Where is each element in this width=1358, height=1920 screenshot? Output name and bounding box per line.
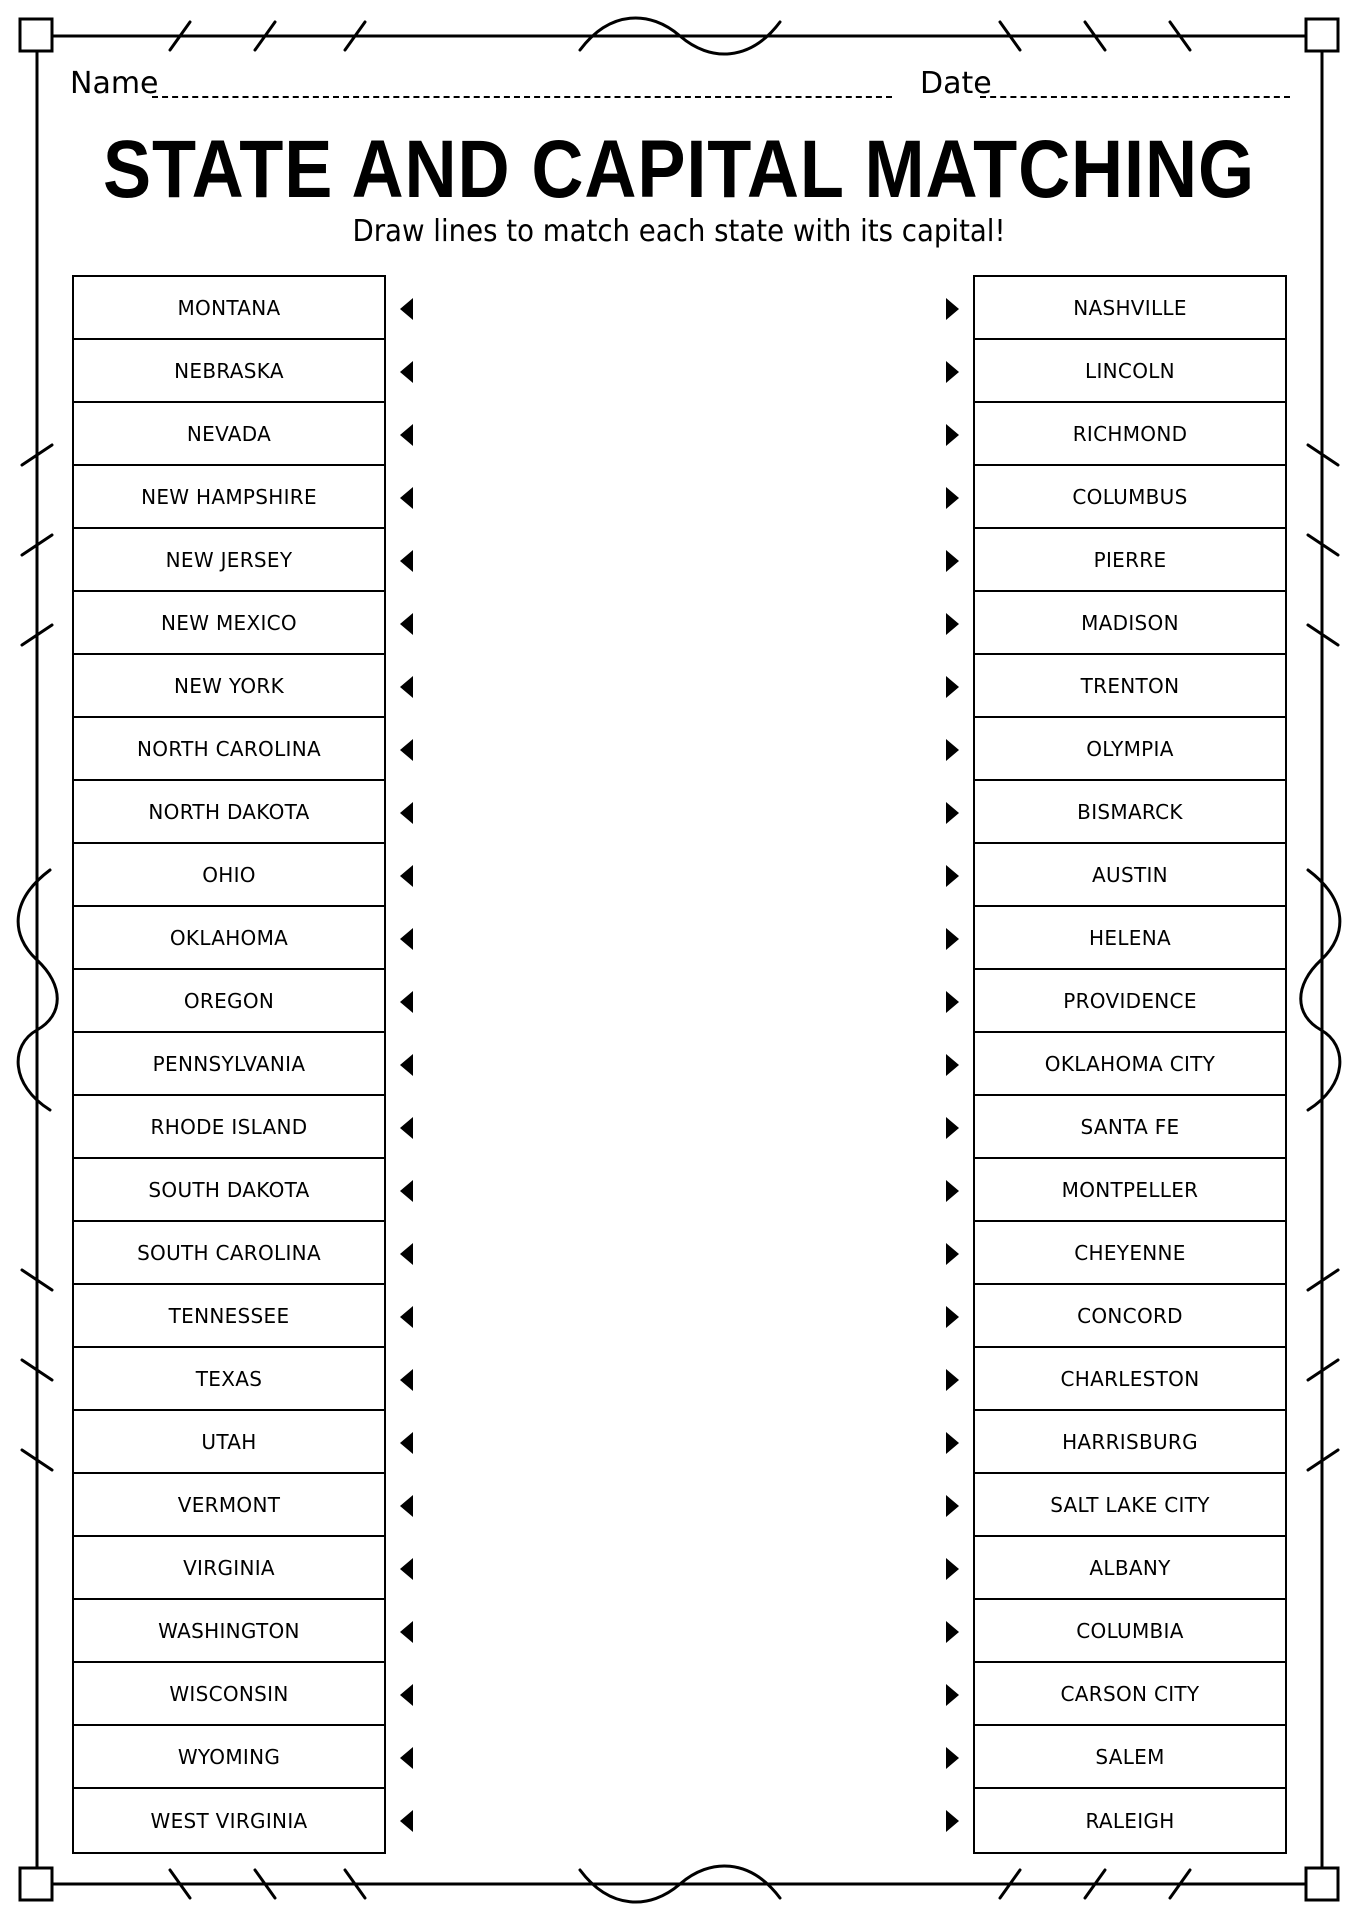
- state-cell: MONTANA: [74, 277, 384, 340]
- state-arrow-icon[interactable]: [400, 1432, 413, 1454]
- state-cell: NEW MEXICO: [74, 592, 384, 655]
- state-arrow-icon[interactable]: [400, 298, 413, 320]
- states-column: [72, 275, 386, 1854]
- capital-arrow-icon[interactable]: [946, 361, 959, 383]
- state-cell: WASHINGTON: [74, 1600, 384, 1663]
- capital-cell: CARSON CITY: [975, 1663, 1285, 1726]
- state-arrow-icon[interactable]: [400, 1054, 413, 1076]
- date-blank-line[interactable]: [980, 96, 1290, 98]
- capital-arrow-icon[interactable]: [946, 1117, 959, 1139]
- capital-arrow-icon[interactable]: [946, 802, 959, 824]
- state-arrow-icon[interactable]: [400, 739, 413, 761]
- state-cell: OREGON: [74, 970, 384, 1033]
- state-cell: OKLAHOMA: [74, 907, 384, 970]
- capital-cell: PIERRE: [975, 529, 1285, 592]
- state-cell: TENNESSEE: [74, 1285, 384, 1348]
- capital-cell: COLUMBIA: [975, 1600, 1285, 1663]
- state-cell: UTAH: [74, 1411, 384, 1474]
- state-cell: TEXAS: [74, 1348, 384, 1411]
- state-arrow-icon[interactable]: [400, 1747, 413, 1769]
- capitals-column: [973, 275, 1287, 1854]
- page-title: STATE AND CAPITAL MATCHING: [103, 124, 1255, 215]
- capital-cell: ALBANY: [975, 1537, 1285, 1600]
- capital-cell: MONTPELLER: [975, 1159, 1285, 1222]
- capital-cell: TRENTON: [975, 655, 1285, 718]
- state-arrow-icon[interactable]: [400, 1558, 413, 1580]
- capital-cell: MADISON: [975, 592, 1285, 655]
- capital-arrow-icon[interactable]: [946, 1621, 959, 1643]
- capital-cell: OLYMPIA: [975, 718, 1285, 781]
- state-cell: NORTH DAKOTA: [74, 781, 384, 844]
- capital-arrow-icon[interactable]: [946, 1747, 959, 1769]
- capital-cell: CONCORD: [975, 1285, 1285, 1348]
- state-arrow-icon[interactable]: [400, 1369, 413, 1391]
- state-arrow-icon[interactable]: [400, 613, 413, 635]
- capital-arrow-icon[interactable]: [946, 1306, 959, 1328]
- capital-arrow-icon[interactable]: [946, 928, 959, 950]
- state-arrow-icon[interactable]: [400, 424, 413, 446]
- state-arrow-icon[interactable]: [400, 1117, 413, 1139]
- state-arrow-icon[interactable]: [400, 1243, 413, 1265]
- name-label: Name: [70, 66, 159, 101]
- state-cell: SOUTH DAKOTA: [74, 1159, 384, 1222]
- capital-cell: SALEM: [975, 1726, 1285, 1789]
- state-arrow-icon[interactable]: [400, 1495, 413, 1517]
- state-arrow-icon[interactable]: [400, 928, 413, 950]
- capital-arrow-icon[interactable]: [946, 739, 959, 761]
- capital-arrow-icon[interactable]: [946, 424, 959, 446]
- name-blank-line[interactable]: [152, 96, 892, 98]
- capital-cell: RALEIGH: [1085, 1808, 1175, 1833]
- capital-cell: LINCOLN: [975, 340, 1285, 403]
- capital-arrow-icon[interactable]: [946, 1432, 959, 1454]
- state-cell: OHIO: [74, 844, 384, 907]
- capital-arrow-icon[interactable]: [946, 1180, 959, 1202]
- capital-cell: AUSTIN: [975, 844, 1285, 907]
- state-arrow-icon[interactable]: [400, 487, 413, 509]
- state-cell: WEST VIRGINIA: [150, 1808, 308, 1833]
- state-arrow-icon[interactable]: [400, 1621, 413, 1643]
- state-arrow-icon[interactable]: [400, 1180, 413, 1202]
- state-arrow-icon[interactable]: [400, 802, 413, 824]
- state-cell: NEVADA: [74, 403, 384, 466]
- capital-cell: RICHMOND: [975, 403, 1285, 466]
- state-arrow-icon[interactable]: [400, 865, 413, 887]
- capital-arrow-icon[interactable]: [946, 1810, 959, 1832]
- capital-arrow-icon[interactable]: [946, 1684, 959, 1706]
- capital-arrow-icon[interactable]: [946, 1558, 959, 1580]
- capital-arrow-icon[interactable]: [946, 1369, 959, 1391]
- date-label: Date: [920, 66, 992, 101]
- state-cell: VERMONT: [74, 1474, 384, 1537]
- state-arrow-icon[interactable]: [400, 1810, 413, 1832]
- state-arrow-icon[interactable]: [400, 361, 413, 383]
- capital-arrow-icon[interactable]: [946, 550, 959, 572]
- instructions: Draw lines to match each state with its capital!: [352, 214, 1006, 249]
- state-cell: VIRGINIA: [74, 1537, 384, 1600]
- state-cell: WISCONSIN: [74, 1663, 384, 1726]
- capital-arrow-icon[interactable]: [946, 1243, 959, 1265]
- capital-cell: OKLAHOMA CITY: [975, 1033, 1285, 1096]
- state-cell: PENNSYLVANIA: [74, 1033, 384, 1096]
- capital-cell: PROVIDENCE: [975, 970, 1285, 1033]
- capital-cell: COLUMBUS: [975, 466, 1285, 529]
- capital-arrow-icon[interactable]: [946, 1495, 959, 1517]
- state-cell: WYOMING: [74, 1726, 384, 1789]
- capital-arrow-icon[interactable]: [946, 991, 959, 1013]
- state-arrow-icon[interactable]: [400, 1684, 413, 1706]
- state-arrow-icon[interactable]: [400, 991, 413, 1013]
- capital-arrow-icon[interactable]: [946, 676, 959, 698]
- state-cell: NEW YORK: [74, 655, 384, 718]
- capital-cell: SALT LAKE CITY: [975, 1474, 1285, 1537]
- state-cell: SOUTH CAROLINA: [74, 1222, 384, 1285]
- state-cell: NEW JERSEY: [74, 529, 384, 592]
- capital-arrow-icon[interactable]: [946, 298, 959, 320]
- state-cell: NEBRASKA: [74, 340, 384, 403]
- capital-arrow-icon[interactable]: [946, 865, 959, 887]
- capital-cell: CHARLESTON: [975, 1348, 1285, 1411]
- state-cell: RHODE ISLAND: [74, 1096, 384, 1159]
- capital-cell: NASHVILLE: [975, 277, 1285, 340]
- capital-arrow-icon[interactable]: [946, 1054, 959, 1076]
- capital-arrow-icon[interactable]: [946, 487, 959, 509]
- state-arrow-icon[interactable]: [400, 676, 413, 698]
- state-cell: NEW HAMPSHIRE: [74, 466, 384, 529]
- capital-cell: SANTA FE: [975, 1096, 1285, 1159]
- state-cell: NORTH CAROLINA: [74, 718, 384, 781]
- capital-cell: BISMARCK: [975, 781, 1285, 844]
- capital-cell: HARRISBURG: [975, 1411, 1285, 1474]
- state-arrow-icon[interactable]: [400, 1306, 413, 1328]
- capital-arrow-icon[interactable]: [946, 613, 959, 635]
- capital-cell: HELENA: [975, 907, 1285, 970]
- state-arrow-icon[interactable]: [400, 550, 413, 572]
- capital-cell: CHEYENNE: [975, 1222, 1285, 1285]
